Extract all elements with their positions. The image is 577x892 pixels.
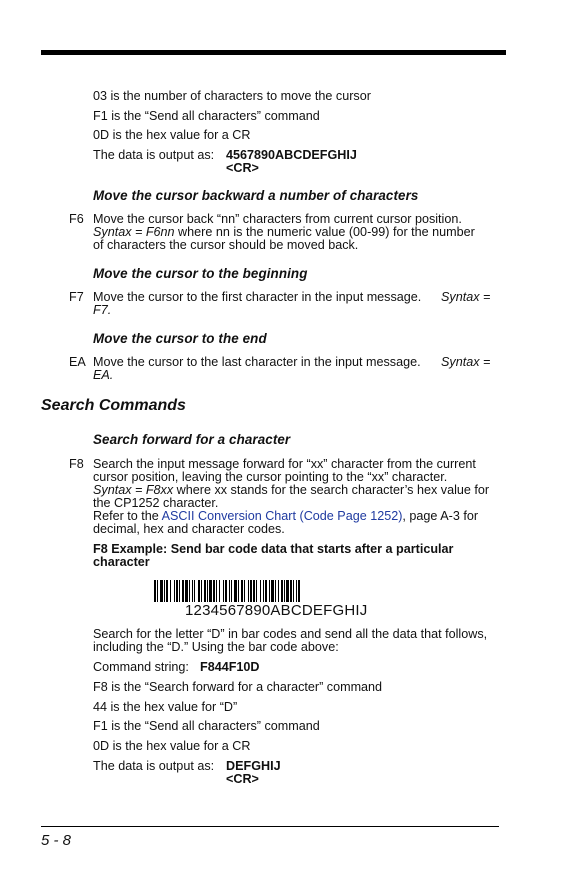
barcode-bar bbox=[238, 580, 239, 602]
barcode-bar bbox=[284, 580, 285, 602]
command-string-value: F844F10D bbox=[200, 660, 260, 674]
barcode-bar bbox=[225, 580, 227, 602]
barcode-bar bbox=[176, 580, 178, 602]
barcode-bar bbox=[219, 580, 220, 602]
barcode-bar bbox=[260, 580, 261, 602]
footer-rule bbox=[41, 826, 499, 827]
search-forward-heading: Search forward for a character bbox=[93, 432, 291, 447]
backward-line-1: Move the cursor back “nn” characters from current cursor position. bbox=[93, 212, 462, 226]
desc-line-2: including the “D.” Using the bar code above: bbox=[93, 640, 339, 654]
beginning-code: F7 bbox=[69, 290, 84, 304]
barcode-bar bbox=[298, 580, 300, 602]
barcode-bar bbox=[275, 580, 276, 602]
barcode-bar bbox=[179, 580, 180, 602]
barcode-bar bbox=[229, 580, 230, 602]
example-heading-1: F8 Example: Send bar code data that starts after a particular bbox=[93, 542, 454, 556]
beginning-heading: Move the cursor to the beginning bbox=[93, 266, 308, 281]
backward-heading: Move the cursor backward a number of characters bbox=[93, 188, 419, 203]
barcode-bar bbox=[160, 580, 163, 602]
example-heading-2: character bbox=[93, 555, 150, 569]
search-syntax: Syntax = F8xx bbox=[93, 483, 174, 497]
backward-code: F6 bbox=[69, 212, 84, 226]
intro-line-2: F1 is the “Send all characters” command bbox=[93, 109, 320, 123]
search-output-label: The data is output as: bbox=[93, 759, 215, 773]
intro-output-value: 4567890ABCDEFGHIJ bbox=[226, 148, 357, 162]
barcode-bar bbox=[293, 580, 294, 602]
search-line-1: Search the input message forward for “xx” character from the current bbox=[93, 457, 476, 471]
barcode-bar bbox=[189, 580, 190, 602]
command-string-label: Command string: bbox=[93, 660, 189, 674]
barcode-bar bbox=[185, 580, 188, 602]
backward-syntax: Syntax = F6nn bbox=[93, 225, 175, 239]
barcode-bar bbox=[223, 580, 224, 602]
barcode-bar bbox=[263, 580, 264, 602]
barcode-bar bbox=[170, 580, 171, 602]
barcode-bar bbox=[157, 580, 158, 602]
intro-output-cr: <CR> bbox=[226, 161, 259, 175]
desc-line-1: Search for the letter “D” in bar codes and send all the data that follows, bbox=[93, 627, 488, 641]
backward-line-2-text: where nn is the numeric value (00-99) for the number bbox=[174, 225, 475, 239]
barcode-bar bbox=[250, 580, 252, 602]
barcode-bar bbox=[174, 580, 175, 602]
barcode-bar bbox=[182, 580, 184, 602]
barcode-bar bbox=[281, 580, 283, 602]
barcode-bar bbox=[216, 580, 217, 602]
end-code: EA bbox=[69, 355, 86, 369]
barcode-bar bbox=[209, 580, 212, 602]
barcode-human-readable: 1234567890ABCDEFGHIJ bbox=[185, 602, 368, 619]
search-output-value: DEFGHIJ bbox=[226, 759, 281, 773]
end-syntax-value: EA. bbox=[93, 368, 114, 382]
barcode-bar bbox=[241, 580, 243, 602]
search-line-2: cursor position, leaving the cursor pointing to the “xx” character. bbox=[93, 470, 448, 484]
refer-suffix: , page A-3 for bbox=[402, 509, 479, 523]
end-syntax: Syntax = bbox=[441, 355, 491, 369]
barcode-bar bbox=[198, 580, 200, 602]
barcode-bar bbox=[194, 580, 195, 602]
barcode-bar bbox=[164, 580, 165, 602]
barcode-bar bbox=[269, 580, 270, 602]
backward-line-3: of characters the cursor should be moved back. bbox=[93, 238, 359, 252]
note-2: 44 is the hex value for “D” bbox=[93, 700, 238, 714]
barcode-bar bbox=[265, 580, 267, 602]
search-commands-title: Search Commands bbox=[41, 397, 186, 414]
end-heading: Move the cursor to the end bbox=[93, 331, 267, 346]
page-number: 5 - 8 bbox=[41, 832, 72, 849]
barcode-bar bbox=[213, 580, 215, 602]
ascii-chart-link[interactable]: ASCII Conversion Chart (Code Page 1252) bbox=[161, 509, 403, 523]
search-line-3-text: where xx stands for the search character’s hex value for bbox=[173, 483, 490, 497]
beginning-syntax: Syntax = bbox=[441, 290, 491, 304]
barcode-bar bbox=[231, 580, 232, 602]
intro-output-label: The data is output as: bbox=[93, 148, 215, 162]
barcode-bar bbox=[204, 580, 206, 602]
refer-prefix: Refer to the bbox=[93, 509, 162, 523]
note-1: F8 is the “Search forward for a character” command bbox=[93, 680, 383, 694]
search-output-cr: <CR> bbox=[226, 772, 259, 786]
barcode-bar bbox=[207, 580, 208, 602]
barcode-bar bbox=[234, 580, 237, 602]
barcode-bar bbox=[154, 580, 156, 602]
barcode-bar bbox=[278, 580, 279, 602]
search-line-6: decimal, hex and character codes. bbox=[93, 522, 285, 536]
barcode-bar bbox=[248, 580, 249, 602]
note-3: F1 is the “Send all characters” command bbox=[93, 719, 320, 733]
barcode-bar bbox=[286, 580, 289, 602]
barcode-bar bbox=[201, 580, 202, 602]
beginning-line-1: Move the cursor to the first character in the input message. bbox=[93, 290, 422, 304]
search-code: F8 bbox=[69, 457, 84, 471]
note-4: 0D is the hex value for a CR bbox=[93, 739, 251, 753]
intro-line-3: 0D is the hex value for a CR bbox=[93, 128, 251, 142]
barcode-bar bbox=[296, 580, 297, 602]
barcode-bar bbox=[244, 580, 245, 602]
header-rule bbox=[41, 50, 506, 55]
barcode-bar bbox=[192, 580, 193, 602]
barcode-bar bbox=[290, 580, 292, 602]
end-line-1: Move the cursor to the last character in the input message. bbox=[93, 355, 421, 369]
barcode-bar bbox=[253, 580, 255, 602]
barcode-bar bbox=[256, 580, 257, 602]
intro-line-1: 03 is the number of characters to move the cursor bbox=[93, 89, 371, 103]
beginning-syntax-value: F7. bbox=[93, 303, 112, 317]
barcode-bar bbox=[166, 580, 168, 602]
search-line-4: the CP1252 character. bbox=[93, 496, 219, 510]
barcode-image bbox=[154, 580, 386, 602]
barcode-bar bbox=[271, 580, 274, 602]
